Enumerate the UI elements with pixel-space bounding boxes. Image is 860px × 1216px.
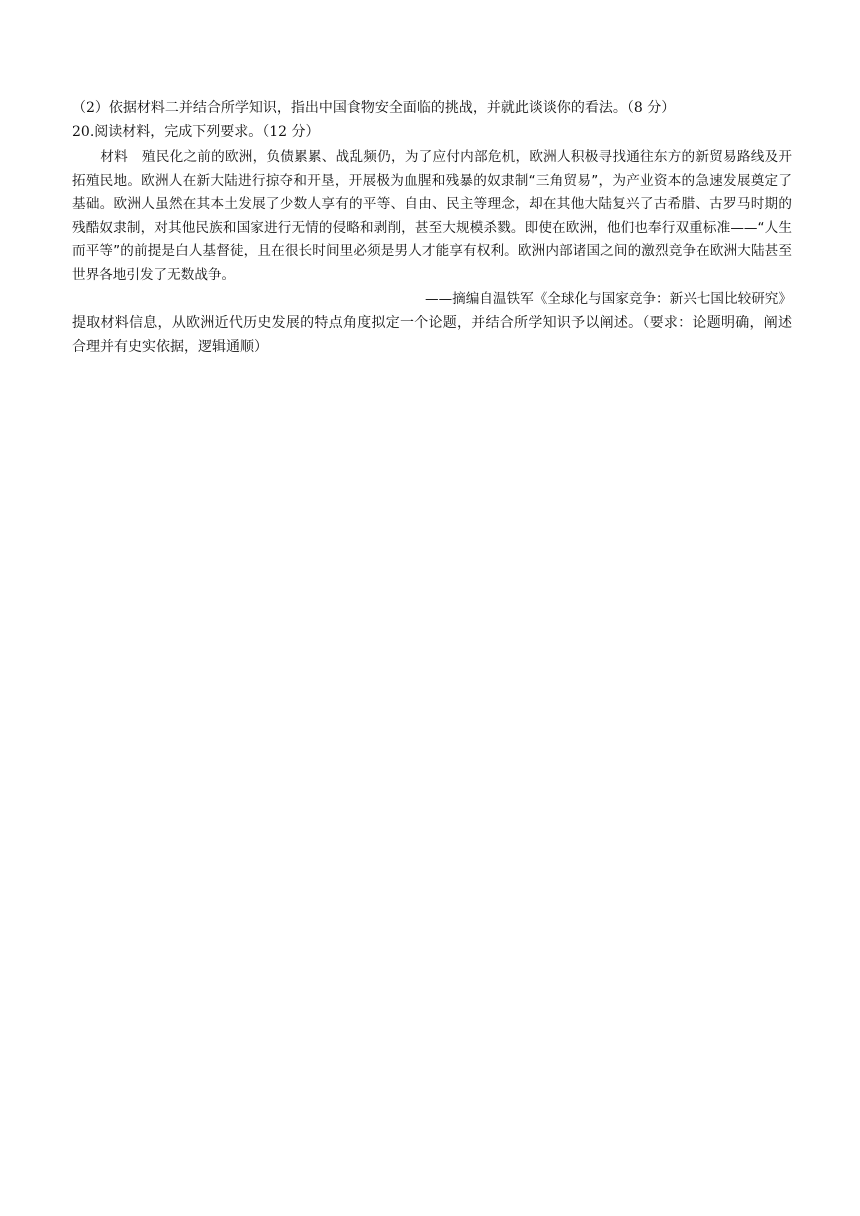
exam-page <box>72 96 792 359</box>
task-instructions: 提取材料信息，从欧洲近代历史发展的特点角度拟定一个论题，并结合所学知识予以阐述。（要求：论题明确，阐述合理并有史实依据，逻辑通顺） <box>72 315 792 355</box>
material-text: 殖民化之前的欧洲，负债累累、战乱频仍，为了应付内部危机，欧洲人积极寻找通往东方的新贸易路线及开拓殖民地。欧洲人在新大陆进行掠夺和开垦，开展极为血腥和残暴的奴隶制“三角贸易”，为产业资本的急速发展奠定了基础。欧洲人虽然在其本土发展了少数人享有的平等、自由、民主等理念，却在其他大陆复兴了古希腊、古罗马时期的残酷奴隶制，对其他民族和国家进行无情的侵略和剥削，甚至大规模杀戮。即使在欧洲，他们也奉行双重标准——“人生而平等”的前提是白人基督徒，且在很长时间里必须是男人才能享有权利。欧洲内部诸国之间的激烈竞争在欧洲大陆甚至世界各地引发了无数战争。 <box>72 149 793 283</box>
question-19-part2: （2）依据材料二并结合所学知识，指出中国食物安全面临的挑战，并就此谈谈你的看法。（8 分） <box>72 100 676 116</box>
question-20-header: 20.阅读材料，完成下列要求。（12 分） <box>72 124 320 140</box>
material-label: 材料 <box>100 149 128 165</box>
material-source: ——摘编自温铁军《全球化与国家竞争：新兴七国比较研究》 <box>424 291 792 307</box>
material-paragraph <box>72 146 792 287</box>
